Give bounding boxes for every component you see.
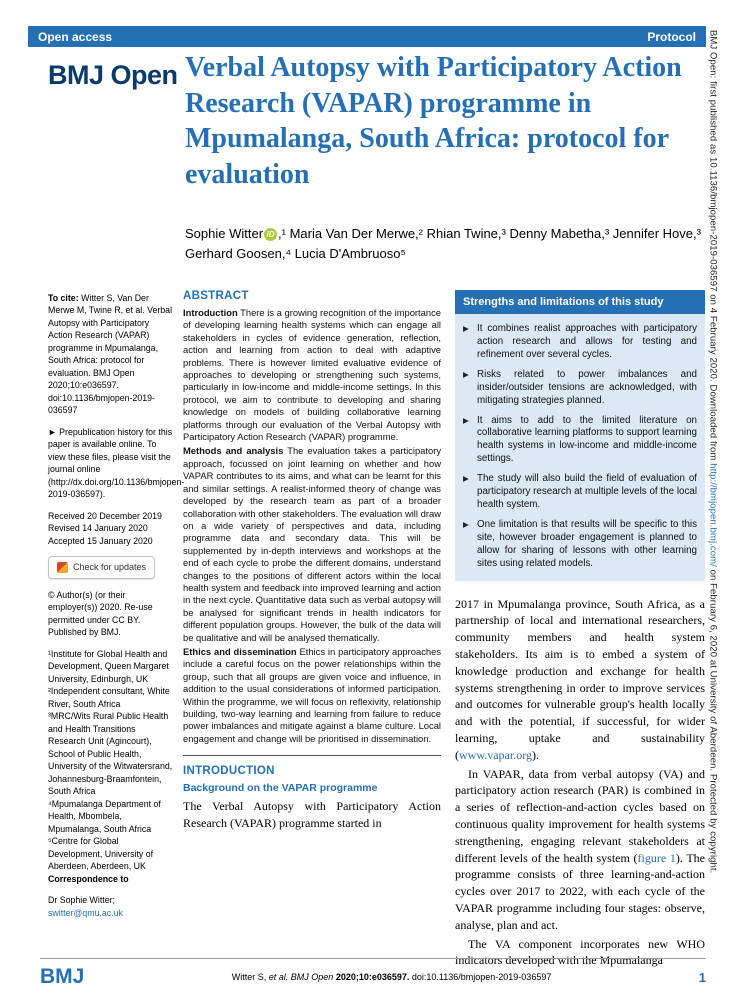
article-title: Verbal Autopsy with Participatory Action Research (VAPAR) programme in Mpumalanga, South Africa: protocol for evaluation — [185, 52, 682, 190]
side-copyright-text — [706, 30, 748, 978]
to-cite-text: Witter S, Van Der Merwe M, Twine R, et al. Verbal Autopsy with Participatory Action Research (VAPAR) programme in Mpumalanga, South Africa: protocol for evaluation. BMJ Open 2020;10:e036597. doi:10.1136/bmjopen-2019-036597 — [48, 293, 173, 416]
section-divider — [183, 755, 441, 756]
article-type-label: Protocol — [647, 29, 696, 44]
affiliation-item: ¹Institute for Global Health and Development, Queen Margaret University, Edinburgh, UK — [48, 648, 169, 684]
side-text-post: on February 6, 2020 at University of Aberdeen. Protected by copyright. — [707, 566, 719, 874]
date-line: Accepted 15 January 2020 — [48, 535, 153, 546]
affiliations-list — [48, 648, 174, 873]
to-cite-block — [48, 292, 174, 417]
footer-citation-doi: doi:10.1136/bmjopen-2019-036597 — [409, 972, 552, 982]
date-line: Revised 14 January 2020 — [48, 523, 148, 534]
figure-1-link[interactable]: figure 1 — [637, 850, 676, 865]
abstract-section-label: Ethics and dissemination — [183, 645, 297, 657]
open-access-label: Open access — [38, 29, 113, 44]
strengths-box-title: Strengths and limitations of this study — [455, 290, 705, 314]
abstract-section-text: The evaluation takes a participatory approach, focussed on joint learning on whether and how VAPAR contributes to its aims, and what can be learnt for this and similar settings. A realist-informed theory of change was developed by the research team as part of a broader collaboration with other stakeholders. The evaluation will draw on a wide variety of perspectives and data, including programme data and secondary data. This will be supplemented by in-depth interviews and workshops at the end of each cycle to probe the different domains, understand changes to the positions of different actors within the local health system and feedback into improved learning and action in the next cycle. Quantitative data such as verbal autopsy will be analysed for significant trends in health indicators for different population groups. However, the bulk of the data will be qualitative and will be analysed thematically. — [183, 445, 442, 643]
check-for-updates-label: Check for updates — [73, 562, 147, 573]
introduction-paragraph: The Verbal Autopsy with Participatory Action Research (VAPAR) programme started in — [183, 799, 441, 831]
strengths-bullet: ▶ Risks related to power imbalances and insider/outsider tensions are acknowledged, with mitigating strategies planned. — [463, 369, 697, 408]
check-for-updates-badge[interactable] — [48, 556, 155, 579]
body-paragraph-1-end: ). — [531, 747, 539, 762]
author-lead: Sophie Witter — [185, 226, 264, 241]
strengths-bullet: ▶ It combines realist approaches with participatory action research and allows for testing and refinement over several cycles. — [463, 323, 697, 362]
affiliation-item: ³MRC/Wits Rural Public Health and Health Transitions Research Unit (Agincourt), School of Public Health, University of the Witwatersrand, Johannesburg-Braamfontein, South Africa — [48, 711, 173, 797]
body-paragraph-1 — [455, 596, 705, 764]
strengths-bullet: ▶ One limitation is that results will be specific to this site, however broader engagement is planned to allow for sharing of lessons with other learning sites using related models. — [463, 519, 697, 571]
abstract-section-label: Introduction — [183, 307, 238, 318]
date-line: Received 20 December 2019 — [48, 510, 162, 521]
article-dates — [48, 510, 174, 547]
page-number: 1 — [698, 969, 706, 985]
to-cite-label: To cite: — [48, 293, 79, 303]
authors-rest: ,¹ Maria Van Der Merwe,² Rhian Twine,³ Denny Mabetha,³ Jennifer Hove,³ Gerhard Goosen,⁴ Lucia D'Ambruoso⁵ — [185, 226, 701, 262]
affiliation-item: ⁵Centre for Global Development, University of Aberdeen, Aberdeen, UK — [48, 836, 154, 872]
affiliation-item: ⁴Mpumalanga Department of Health, Mbombela, Mpumalanga, South Africa — [48, 798, 161, 834]
abstract-section — [183, 307, 441, 443]
introduction-heading: INTRODUCTION — [183, 765, 275, 778]
authors-line — [185, 224, 705, 264]
vapar-org-link[interactable]: www.vapar.org — [459, 747, 532, 762]
body-paragraph-1-text: 2017 in Mpumalanga province, South Africa, as a partnership of local and international researchers, community members and health system stakeholders. Its aim is to embed a system of knowledge production and exchange for health systems strengthening in order to improve services and outcomes for vulnerable group's health locally and with the potential, if successful, for wider learning, uptake and sustainability ( — [455, 596, 705, 762]
introduction-subheading: Background on the VAPAR programme — [183, 782, 378, 795]
prepublication-note: ► Prepublication history for this paper is available online. To view these files, please visit the journal online (http://dx.doi.org/10.1136/bmjopen-2019-036597). — [48, 426, 185, 500]
body-paragraph-2 — [455, 766, 705, 934]
abstract-column — [183, 290, 441, 832]
abstract-section — [183, 445, 441, 644]
copyright-note: © Author(s) (or their employer(s)) 2020. Re-use permitted under CC BY. Published by BMJ. — [48, 589, 153, 638]
body-paragraph-2-text: In VAPAR, data from verbal autopsy (VA) and participatory action research (PAR) is combined in a series of reflection-and-action cycles based on continuous quality improvement for health systems strengthening, engaging relevant stakeholders at different levels of the health system ( — [455, 766, 705, 865]
strengths-box-body — [455, 314, 705, 581]
body-paragraph-2-end: ). The programme consists of three learning-and-action cycles over 2017 to 2022, with each cycle of the VAPAR programme including four stages: observe, analyse, plan and act. — [455, 850, 705, 932]
strengths-bullet: ▶ It aims to add to the limited literature on collaborative learning platforms to support learning health systems in low-income and middle-income settings. — [463, 415, 697, 467]
abstract-section-text: There is a growing recognition of the importance of developing learning health systems which can engage all stakeholders in cycles of evidence generation, reflection, action and learning from action to deal with adaptive problems. There is however limited evaluative evidence of approaches to developing or strengthening such systems, particularly in low-income and middle-income settings. In this protocol, we aim to contribute to developing and sharing knowledge on models of building collaborative learning platforms through our evaluation of the Verbal Autopsy with Participatory Action Research (VAPAR) programme. — [183, 307, 441, 443]
left-sidebar-column — [48, 292, 185, 919]
correspondence-block — [48, 894, 174, 919]
masthead-bar — [28, 26, 706, 47]
side-text-url-link[interactable]: http://bmjopen.bmj.com/ — [707, 463, 719, 567]
footer-citation-authors: Witter S, — [231, 972, 269, 982]
footer-citation-volume: 2020;10:e036597. — [333, 972, 410, 982]
right-column — [455, 290, 705, 971]
abstract-section-label: Methods and analysis — [183, 445, 284, 457]
orcid-icon[interactable]: iD — [264, 228, 277, 241]
correspondence-name: Dr Sophie Witter; — [48, 895, 115, 906]
bmj-logo: BMJ — [40, 965, 85, 988]
strengths-box — [455, 290, 705, 581]
abstract-section — [183, 646, 441, 745]
page-footer — [40, 958, 706, 989]
abstract-sections — [183, 307, 441, 745]
side-text-pre: BMJ Open: first published as 10.1136/bmjopen-2019-036597 on 4 February 2020. Downloaded from — [707, 30, 719, 464]
abstract-section-text: Ethics in participatory approaches include a careful focus on the power relationships within the group, such that all groups are given voice and influence, in addition to the usual considerations of informed participation. Within the programme, we will focus on reflexivity, relationship building, two-way learning and learning from failure to reduce power imbalances and mitigate against a blame culture. Local engagement and change will be prioritised in dissemination. — [183, 645, 442, 744]
affiliation-item: ²Independent consultant, White River, South Africa — [48, 686, 170, 709]
crossmark-icon — [57, 562, 68, 573]
journal-logo: BMJ Open — [48, 60, 178, 90]
correspondence-email-link[interactable]: switter@qmu.ac.uk — [48, 907, 123, 918]
correspondence-label: Correspondence to — [48, 873, 129, 884]
footer-citation — [84, 972, 698, 982]
abstract-heading: ABSTRACT — [183, 290, 249, 302]
body-paragraph-3: The VA component incorporates new WHO indicators developed with the Mpumalanga — [455, 936, 705, 968]
strengths-bullet: ▶ The study will also build the field of evaluation of participatory research at multiple levels of the local health system. — [463, 473, 697, 512]
footer-citation-journal: et al. BMJ Open — [268, 972, 334, 982]
